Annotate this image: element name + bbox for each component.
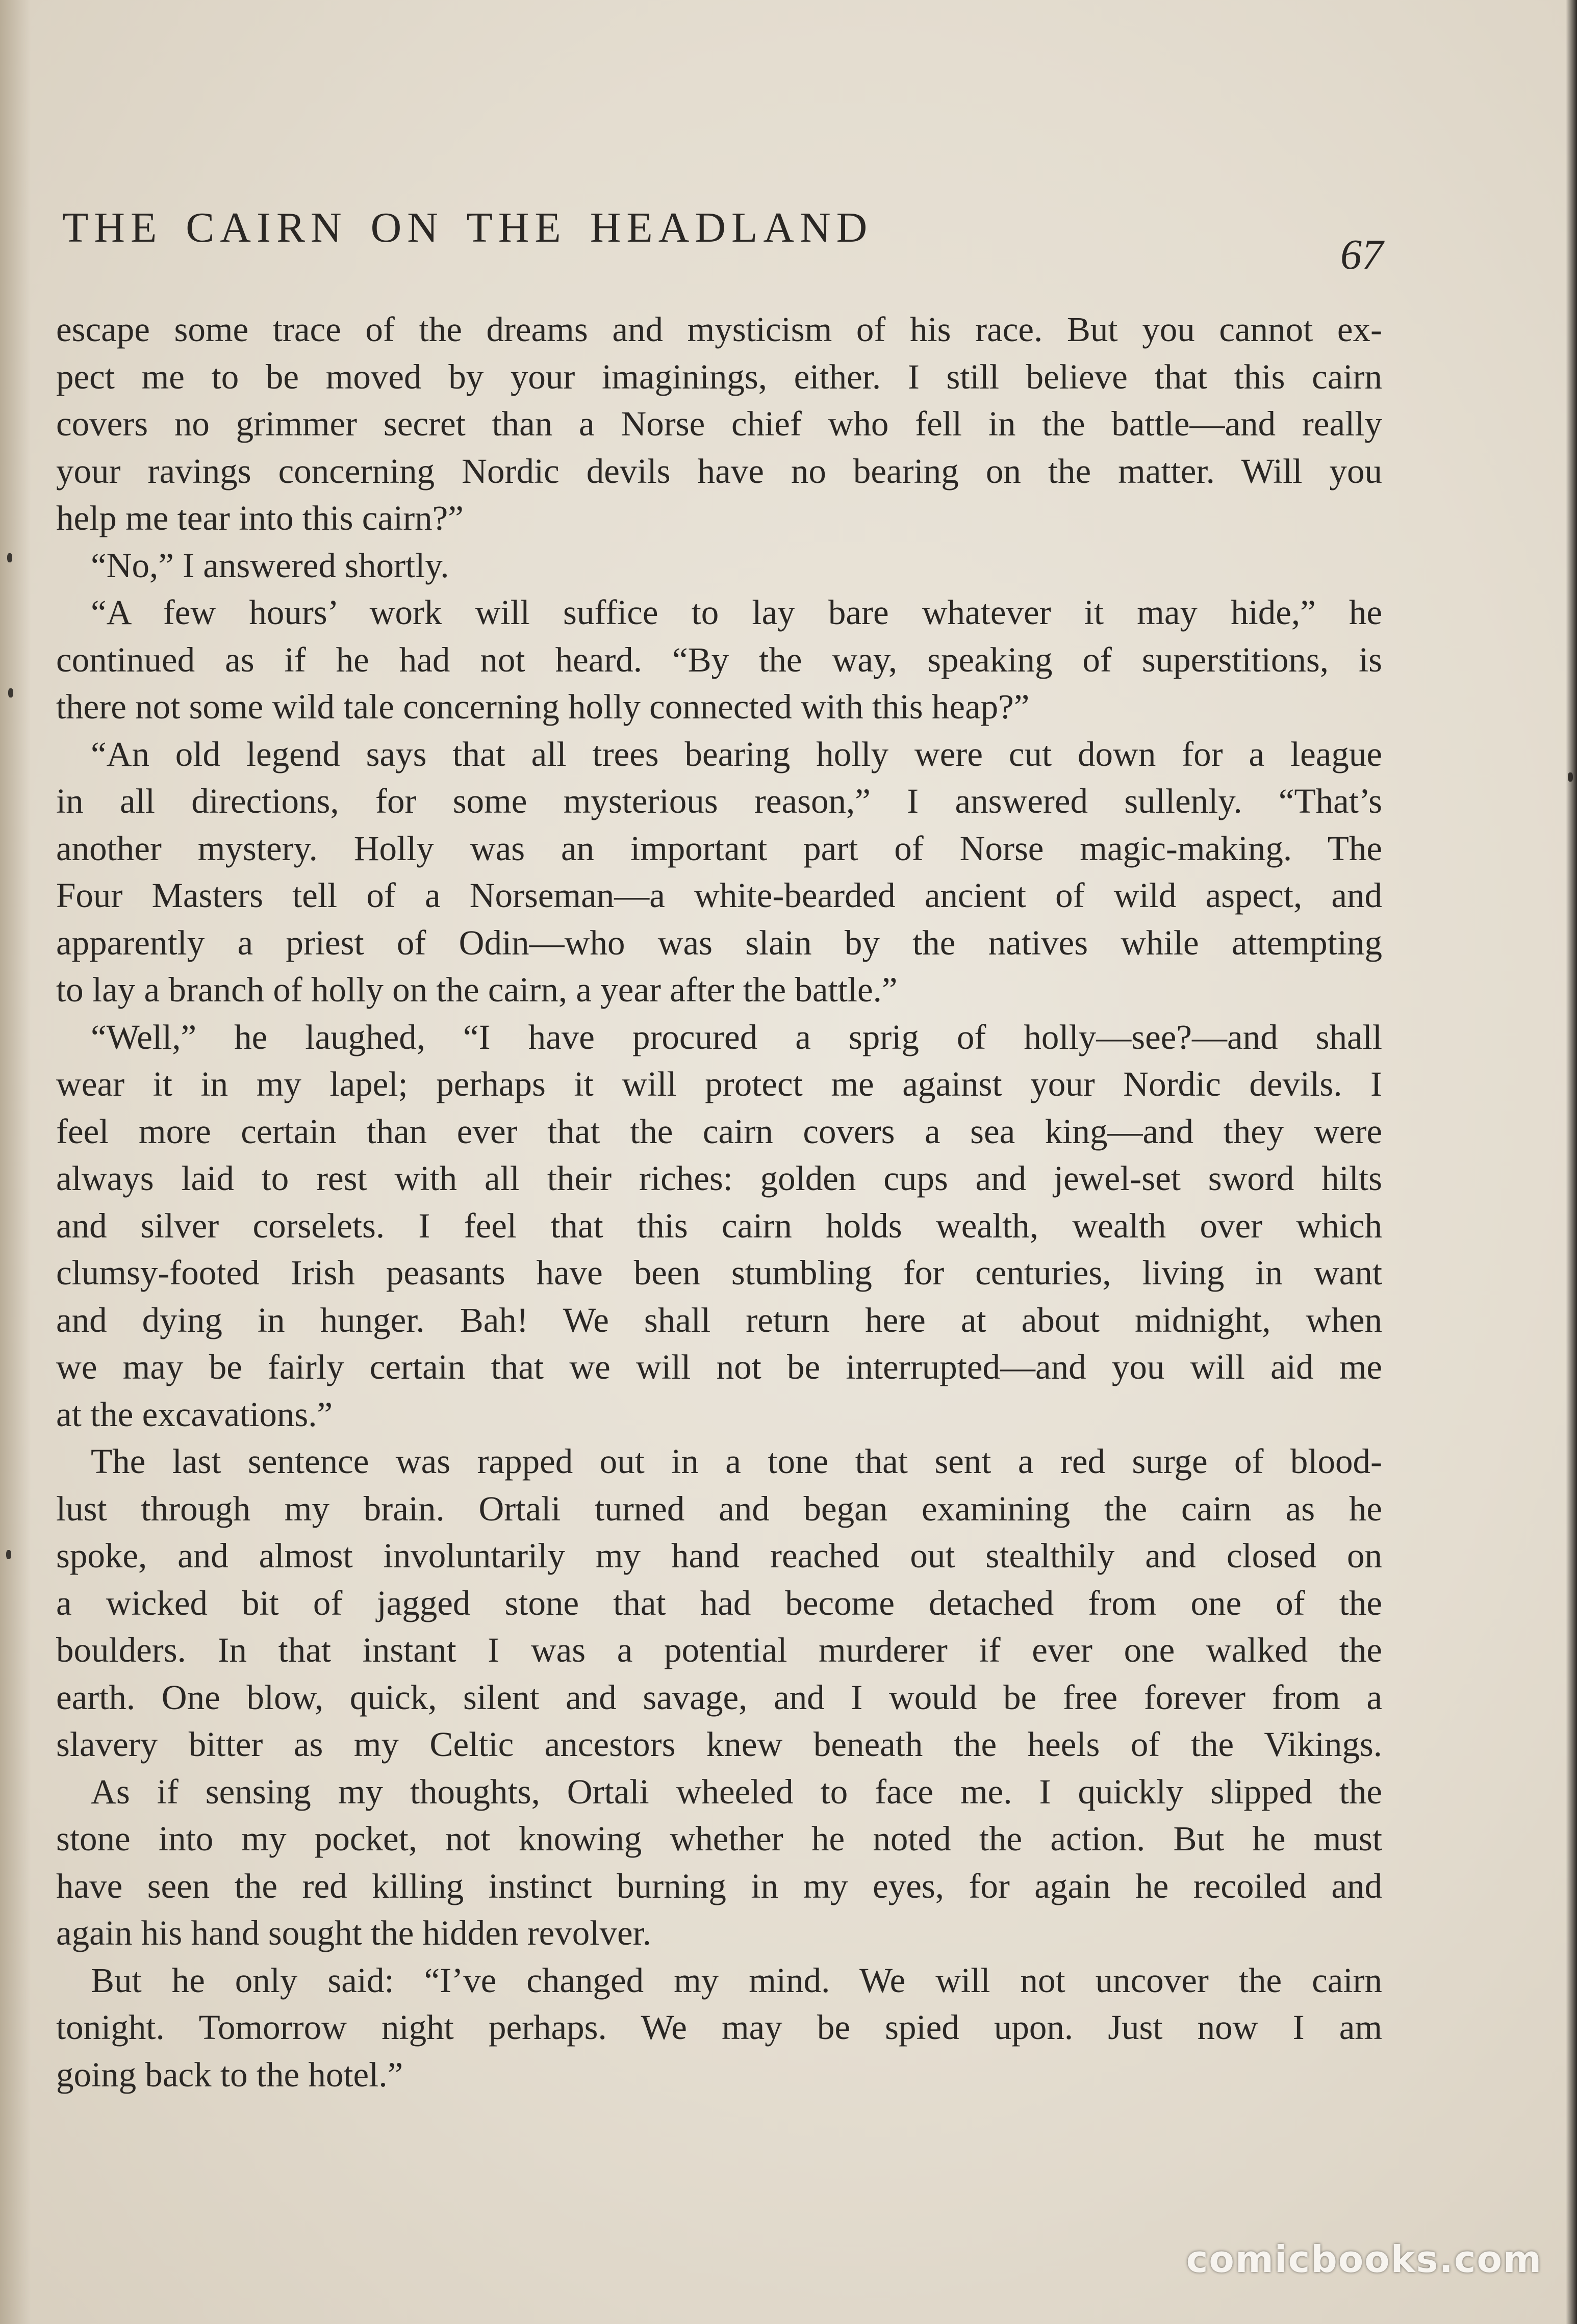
text-line: The last sentence was rapped out in a tone that sent a red surge of blood-	[91, 1442, 1382, 1481]
text-line: boulders. In that instant I was a potential murderer if ever one walked the	[56, 1631, 1382, 1669]
text-line: another mystery. Holly was an important part of Norse magic-making. The	[56, 829, 1382, 868]
watermark: comicbooks.com	[1186, 2238, 1542, 2281]
body-text	[56, 306, 1382, 2098]
text-line: But he only said: “I’ve changed my mind. We will not uncover the cairn	[91, 1960, 1382, 2000]
text-line: always laid to rest with all their riches: golden cups and jewel-set sword hilts	[56, 1159, 1382, 1198]
text-line: to lay a branch of holly on the cairn, a year after the battle.”	[56, 970, 898, 1009]
text-line: Four Masters tell of a Norseman—a white-bearded ancient of wild aspect, and	[56, 876, 1382, 915]
text-line: stone into my pocket, not knowing whether he noted the action. But he must	[56, 1819, 1382, 1858]
text-line: apparently a priest of Odin—who was slain by the natives while attempting	[56, 923, 1382, 962]
text-line: going back to the hotel.”	[56, 2055, 403, 2094]
edge-fleck	[1568, 772, 1573, 782]
text-line: at the excavations.”	[56, 1395, 333, 1434]
text-line: “Well,” he laughed, “I have procured a sprig of holly—see?—and shall	[91, 1017, 1382, 1056]
text-line: “A few hours’ work will suffice to lay bare whatever it may hide,” he	[91, 593, 1382, 632]
text-line: covers no grimmer secret than a Norse chief who fell in the battle—and really	[56, 404, 1382, 443]
text-line: wear it in my lapel; perhaps it will protect me against your Nordic devils. I	[56, 1065, 1382, 1103]
text-line: help me tear into this cairn?”	[56, 499, 464, 537]
binding-fleck	[8, 688, 13, 698]
text-line: continued as if he had not heard. “By the way, speaking of superstitions, is	[56, 640, 1382, 679]
text-line: pect me to be moved by your imaginings, either. I still believe that this cairn	[56, 357, 1382, 396]
text-line: clumsy-footed Irish peasants have been stumbling for centuries, living in want	[56, 1253, 1382, 1292]
text-line: a wicked bit of jagged stone that had become detached from one of the	[56, 1583, 1382, 1622]
text-line: there not some wild tale concerning holly connected with this heap?”	[56, 687, 1030, 726]
text-line: As if sensing my thoughts, Ortali wheeled to face me. I quickly slipped the	[91, 1772, 1382, 1811]
binding-fleck	[7, 553, 12, 562]
page-number: 67	[1340, 231, 1383, 278]
text-line: lust through my brain. Ortali turned and began examining the cairn as he	[56, 1489, 1382, 1528]
running-title: THE CAIRN ON THE HEADLAND	[62, 204, 873, 251]
text-line: and dying in hunger. Bah! We shall return here at about midnight, when	[56, 1300, 1382, 1339]
text-line: earth. One blow, quick, silent and savage, and I would be free forever from a	[56, 1677, 1382, 1717]
text-line: spoke, and almost involuntarily my hand reached out stealthily and closed on	[56, 1536, 1382, 1575]
text-line: “No,” I answered shortly.	[91, 546, 449, 585]
text-line: again his hand sought the hidden revolver.	[56, 1914, 652, 1952]
text-line: feel more certain than ever that the cairn covers a sea king—and they were	[56, 1112, 1382, 1151]
text-line: in all directions, for some mysterious reason,” I answered sullenly. “That’s	[56, 782, 1382, 820]
text-line: and silver corselets. I feel that this cairn holds wealth, wealth over which	[56, 1206, 1382, 1245]
text-line: tonight. Tomorrow night perhaps. We may be spied upon. Just now I am	[56, 2008, 1382, 2047]
text-line: slavery bitter as my Celtic ancestors knew beneath the heels of the Vikings.	[56, 1725, 1382, 1764]
text-line: have seen the red killing instinct burning in my eyes, for again he recoiled and	[56, 1866, 1382, 1905]
text-line: your ravings concerning Nordic devils have no bearing on the matter. Will you	[56, 451, 1382, 490]
binding-fleck	[6, 1550, 11, 1559]
text-line: we may be fairly certain that we will not be interrupted—and you will aid me	[56, 1348, 1382, 1386]
text-line: escape some trace of the dreams and mysticism of his race. But you cannot ex-	[56, 310, 1382, 349]
text-line: “An old legend says that all trees bearing holly were cut down for a league	[91, 734, 1382, 773]
